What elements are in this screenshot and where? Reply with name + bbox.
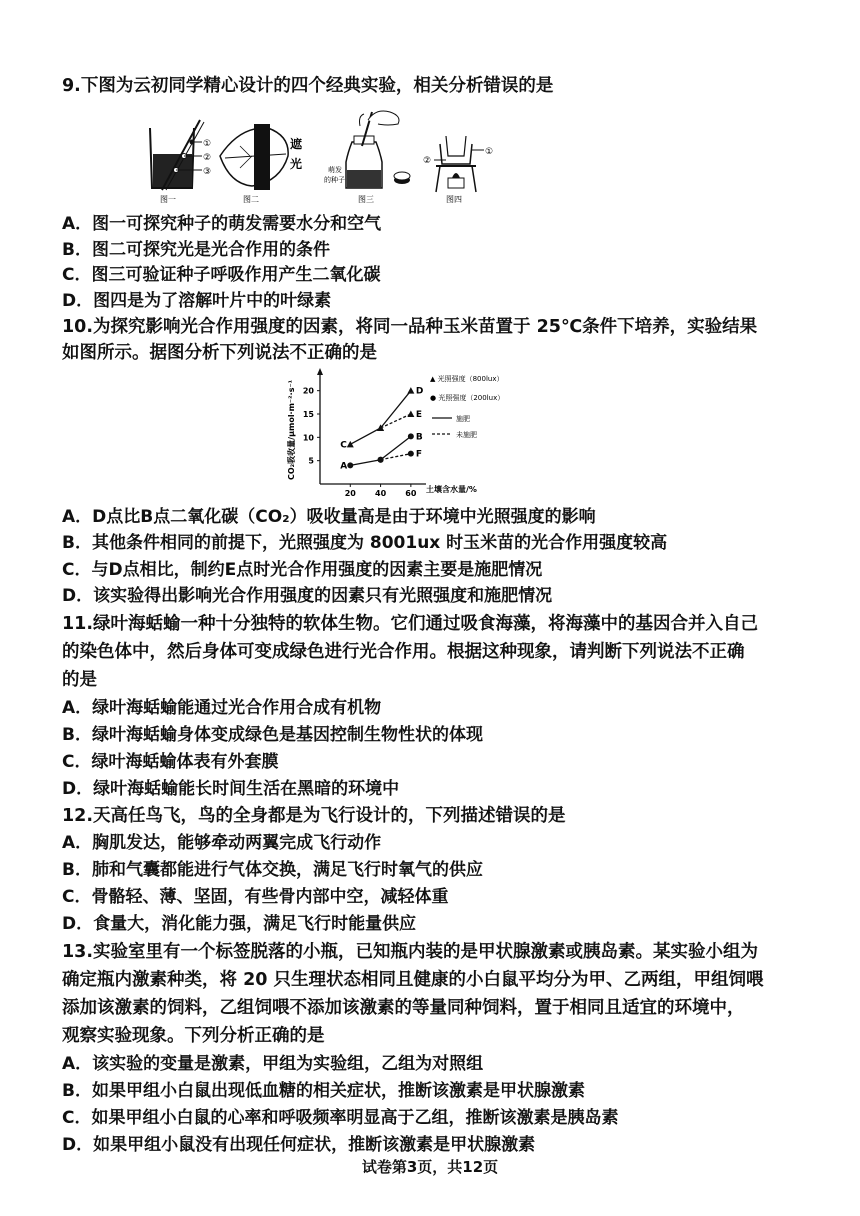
page-footer: 试卷第3页，共12页: [361, 1158, 499, 1176]
x-axis-label: 土壤含水量/%: [426, 485, 477, 494]
q9-figures: [140, 106, 510, 206]
q13-option-d: D．如果甲组小鼠没有出现任何症状，推断该激素是甲状腺激素: [62, 1135, 536, 1155]
y-tick-label: 10: [302, 433, 314, 443]
y-tick-label: 5: [308, 456, 314, 466]
point-label: A: [340, 461, 348, 472]
q12-option-a: A．胸肌发达，能够牵动两翼完成飞行动作: [62, 833, 382, 853]
q9-option-b: B．图二可探究光是光合作用的条件: [62, 240, 330, 260]
y-tick-label: 20: [302, 386, 314, 396]
seed-text-1: 萌发: [328, 166, 342, 174]
q12-option-d: D．食量大，消化能力强，满足飞行时能量供应: [62, 914, 417, 934]
heating-figure: [423, 136, 493, 204]
q11-option-d: D．绿叶海蛞蝓能长时间生活在黑暗的环境中: [62, 779, 400, 799]
q12-option-c: C．骨骼轻、薄、坚固，有些骨内部中空，减轻体重: [62, 887, 449, 907]
x-tick-label: 20: [344, 489, 356, 498]
q11-option-a: A．绿叶海蛞蝓能通过光合作用合成有机物: [62, 698, 382, 718]
point-label: F: [415, 449, 423, 460]
data-point-triangle: [407, 387, 414, 394]
point-label: B: [415, 432, 423, 443]
point-label: D: [415, 386, 424, 397]
q11-option-c: C．绿叶海蛞蝓体表有外套膜: [62, 752, 279, 772]
y-axis-label: CO₂吸收量/μmol·m⁻²·s⁻¹: [287, 379, 296, 480]
q13-stem-2: 确定瓶内激素种类，将 20 只生理状态相同且健康的小白鼠平均分为甲、乙两组，甲组饲喂: [62, 970, 764, 990]
q13-stem-3: 添加该激素的饲料，乙组饲喂不添加该激素的等量同种饲料，置于相同且适宜的环境中，: [62, 998, 745, 1018]
series-line: [350, 391, 411, 445]
q11-stem-2: 的染色体中，然后身体可变成绿色进行光合作用。根据这种现象，请判断下列说法不正确: [62, 642, 745, 662]
leaf-figure: [220, 124, 303, 204]
q9-stem: 9.下图为云初同学精心设计的四个经典实验，相关分析错误的是: [62, 76, 554, 96]
q10-stem-2: 如图所示。据图分析下列说法不正确的是: [62, 343, 377, 363]
y-axis-arrow: [317, 368, 323, 375]
data-point-circle: [408, 451, 414, 457]
q11-option-b: B．绿叶海蛞蝓身体变成绿色是基因控制生物性状的体现: [62, 725, 483, 745]
shade-text-1: 遮: [290, 137, 303, 151]
q10-option-b: B．其他条件相同的前提下，光照强度为 8001ux 时玉米苗的光合作用强度较高: [62, 533, 668, 553]
q13-option-a: A．该实验的变量是激素，甲组为实验组，乙组为对照组: [62, 1054, 484, 1074]
data-point-triangle: [347, 441, 354, 448]
q12-option-b: B．肺和气囊都能进行气体交换，满足飞行时氧气的供应: [62, 860, 483, 880]
beaker-figure: [150, 120, 211, 204]
mark-2b: ②: [423, 156, 432, 166]
mark-3: ③: [203, 167, 212, 177]
legend-unfertilized: 未施肥: [456, 431, 477, 439]
shade-text-2: 光: [290, 157, 303, 171]
fig-label-2: 图二: [243, 195, 259, 204]
q9-option-a: A．图一可探究种子的萌发需要水分和空气: [62, 214, 382, 234]
fig-label-4: 图四: [446, 195, 462, 204]
point-label: C: [340, 440, 347, 451]
series-line: [381, 414, 411, 428]
mark-1b: ①: [485, 147, 494, 157]
seed-text-2: 的种子: [324, 176, 345, 184]
data-point-triangle: [407, 411, 414, 418]
data-point-circle: [378, 457, 384, 463]
x-tick-label: 60: [405, 489, 417, 498]
legend-low-light: ● 光照强度（200lux）: [430, 394, 505, 402]
q13-option-b: B．如果甲组小白鼠出现低血糖的相关症状，推断该激素是甲状腺激素: [62, 1081, 585, 1101]
legend-high-light: ▲ 光照强度（800lux）: [430, 375, 504, 383]
fig-label-3: 图三: [358, 195, 374, 204]
q13-stem-4: 观察实验现象。下列分析正确的是: [62, 1026, 325, 1046]
q10-stem-1: 10.为探究影响光合作用强度的因素，将同一品种玉米苗置于 25℃条件下培养，实验结果: [62, 317, 758, 337]
x-tick-label: 40: [375, 489, 387, 498]
q9-option-c: C．图三可验证种子呼吸作用产生二氧化碳: [62, 265, 381, 285]
q10-option-a: A．D点比B点二氧化碳（CO₂）吸收量高是由于环境中光照强度的影响: [62, 507, 596, 527]
q13-stem-1: 13.实验室里有一个标签脱落的小瓶，已知瓶内装的是甲状腺激素或胰岛素。某实验小组为: [62, 942, 758, 962]
q10-option-d: D．该实验得出影响光合作用强度的因素只有光照强度和施肥情况: [62, 586, 553, 606]
data-point-circle: [408, 433, 414, 439]
data-point-circle: [347, 462, 353, 468]
point-label: E: [415, 410, 423, 420]
mark-2: ②: [203, 153, 212, 163]
q11-stem-1: 11.绿叶海蛞蝓一种十分独特的软体生物。它们通过吸食海藻，将海藻中的基因合并入自己: [62, 614, 758, 634]
mark-1: ①: [203, 139, 212, 149]
q10-option-c: C．与D点相比，制约E点时光合作用强度的因素主要是施肥情况: [62, 560, 543, 580]
fig-label-1: 图一: [160, 195, 176, 204]
y-tick-label: 15: [302, 410, 314, 419]
q9-option-d: D．图四是为了溶解叶片中的叶绿素: [62, 291, 332, 311]
q11-stem-3: 的是: [62, 670, 97, 690]
q13-option-c: C．如果甲组小白鼠的心率和呼吸频率明显高于乙组，推断该激素是胰岛素: [62, 1108, 619, 1128]
legend-fertilized: 施肥: [456, 415, 470, 423]
co2-chart: [282, 368, 532, 503]
q12-stem: 12.天高任鸟飞，鸟的全身都是为飞行设计的，下列描述错误的是: [62, 806, 566, 826]
jar-figure: [324, 111, 410, 204]
